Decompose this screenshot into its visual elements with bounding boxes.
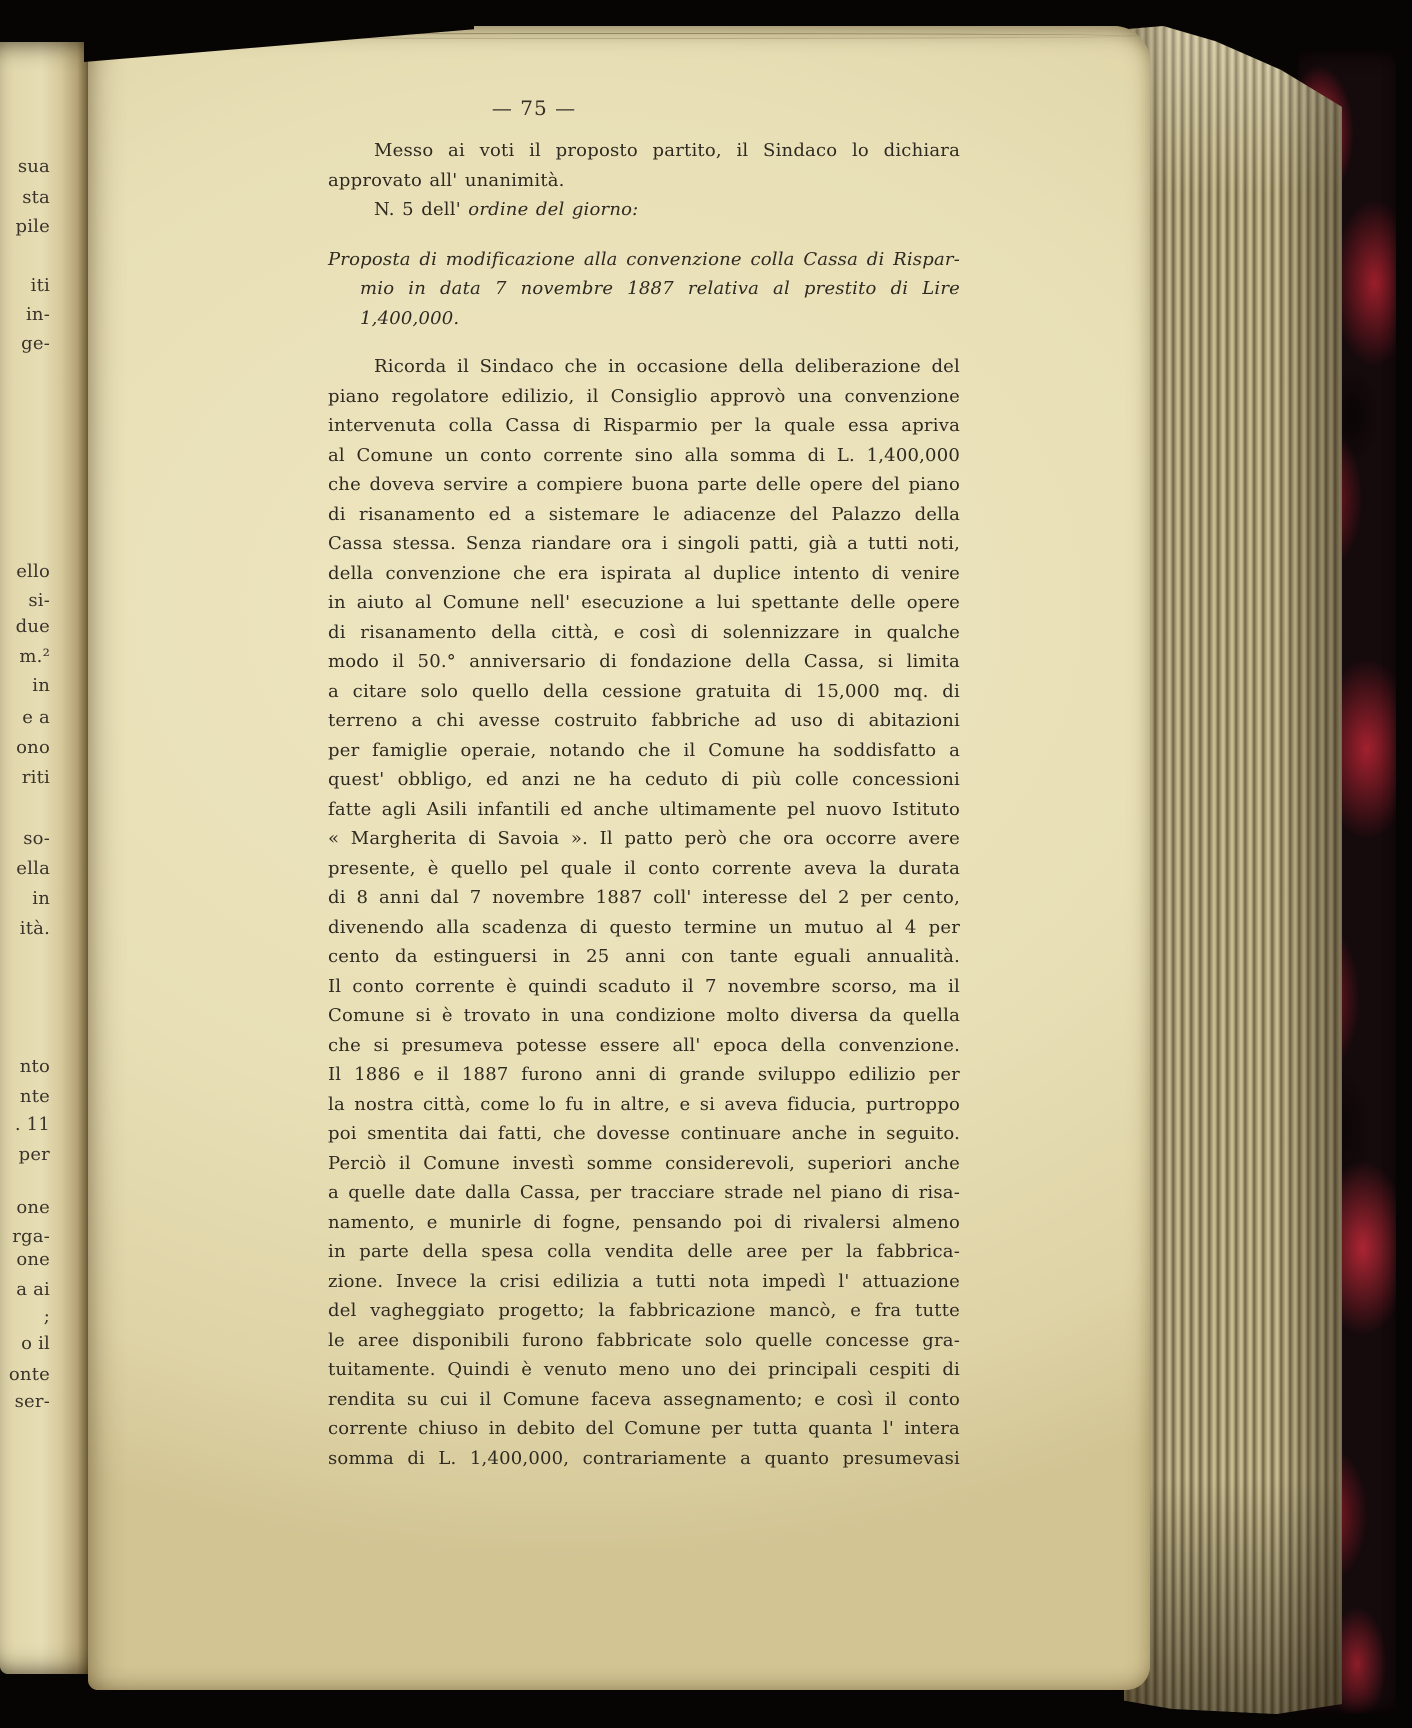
- margin-text-fragment: onte: [8, 1364, 50, 1385]
- margin-text-fragment: . 11: [14, 1114, 50, 1135]
- text-line: della convenzione che era ispirata al duplice intento di venire: [328, 562, 960, 584]
- text-line: fatte agli Asili infantili ed anche ultimamente pel nuovo Istituto: [328, 798, 960, 820]
- margin-text-fragment: in: [32, 675, 50, 696]
- text-line: rendita su cui il Comune faceva assegnamento; e così il conto: [328, 1388, 960, 1410]
- text-line: piano regolatore edilizio, il Consiglio approvò una convenzione: [328, 385, 960, 407]
- margin-text-fragment: o il: [21, 1333, 50, 1354]
- margin-text-fragment: riti: [21, 767, 50, 788]
- text-line: a quelle date dalla Cassa, per tracciare strade nel piano di risa-: [328, 1182, 960, 1203]
- text-line: 1,400,000.: [360, 307, 460, 329]
- text-line: Cassa stessa. Senza riandare ora i singoli patti, già a tutti noti,: [328, 533, 960, 554]
- text-line: Ricorda il Sindaco che in occasione della deliberazione del: [374, 356, 960, 377]
- text-line: le aree disponibili furono fabbricate solo quelle concesse gra-: [328, 1329, 960, 1351]
- text-line: al Comune un conto corrente sino alla somma di L. 1,400,000: [328, 444, 960, 466]
- text-line: poi smentita dai fatti, che dovesse continuare anche in seguito.: [328, 1123, 960, 1144]
- text-line: di risanamento della città, e così di solennizzare in qualche: [328, 621, 960, 643]
- margin-text-fragment: ità.: [19, 918, 50, 939]
- margin-text-fragment: si-: [28, 590, 50, 611]
- text-line: somma di L. 1,400,000, contrariamente a quanto presumevasi: [328, 1447, 960, 1469]
- text-line: in aiuto al Comune nell' esecuzione a lui spettante delle opere: [328, 592, 960, 613]
- text-line: Perciò il Comune investì somme considerevoli, superiori anche: [328, 1152, 960, 1174]
- text-block: [328, 136, 960, 1473]
- margin-text-fragment: iti: [30, 275, 50, 296]
- text-line: a citare solo quello della cessione gratuita di 15,000 mq. di: [328, 680, 960, 702]
- margin-text-fragment: e a: [22, 707, 50, 728]
- margin-text-fragment: ge-: [21, 333, 50, 354]
- text-line: Messo ai voti il proposto partito, il Sindaco lo dichiara: [374, 140, 960, 161]
- text-line: namento, e munirle di fogne, pensando poi di rivalersi almeno: [328, 1211, 960, 1233]
- page-number: — 75 —: [491, 96, 577, 120]
- fore-edge-page-stack: [1124, 26, 1342, 1714]
- margin-text-fragment: a ai: [16, 1279, 50, 1300]
- margin-text-fragment: one: [16, 1249, 50, 1270]
- text-line: la nostra città, come lo fu in altre, e si aveva fiducia, purtroppo: [328, 1093, 960, 1115]
- margin-text-fragment: ello: [16, 561, 50, 582]
- text-line: in parte della spesa colla vendita delle aree per la fabbrica-: [328, 1241, 960, 1262]
- agenda-item-title: ordine del giorno:: [468, 199, 639, 220]
- text-line: di 8 anni dal 7 novembre 1887 coll' interesse del 2 per cento,: [328, 887, 960, 908]
- margin-text-fragment: one: [16, 1197, 50, 1218]
- text-line: mio in data 7 novembre 1887 relativa al prestito di Lire: [360, 278, 960, 299]
- margin-text-fragment: m.²: [19, 646, 50, 667]
- text-line: per famiglie operaie, notando che il Comune ha soddisfatto a: [328, 739, 960, 761]
- text-line: quest' obbligo, ed anzi ne ha ceduto di più colle concessioni: [328, 769, 960, 790]
- margin-text-fragment: per: [18, 1144, 50, 1165]
- margin-text-fragment: in: [32, 888, 50, 909]
- text-line: Proposta di modificazione alla convenzione colla Cassa di Rispar-: [328, 248, 960, 270]
- text-line: divenendo alla scadenza di questo termine un mutuo al 4 per: [328, 916, 960, 938]
- margin-text-fragment: due: [15, 616, 50, 637]
- text-line: che si presumeva potesse essere all' epoca della convenzione.: [328, 1034, 960, 1056]
- margin-text-fragment: pile: [15, 216, 50, 237]
- text-line: che doveva servire a compiere buona parte delle opere del piano: [328, 474, 960, 495]
- text-line: tuitamente. Quindi è venuto meno uno dei principali cespiti di: [328, 1359, 960, 1380]
- text-line: Il conto corrente è quindi scaduto il 7 novembre scorso, ma il: [328, 975, 960, 997]
- margin-text-fragment: ;: [43, 1306, 50, 1327]
- text-line: Il 1886 e il 1887 furono anni di grande sviluppo edilizio per: [328, 1064, 960, 1085]
- text-line: approvato all' unanimità.: [328, 169, 565, 191]
- text-line: cento da estinguersi in 25 anni con tante eguali annualità.: [328, 946, 960, 967]
- text-line: corrente chiuso in debito del Comune per tutta quanta l' intera: [328, 1418, 960, 1439]
- margin-text-fragment: in-: [25, 304, 50, 325]
- text-line: terreno a chi avesse costruito fabbriche ad uso di abitazioni: [328, 710, 960, 731]
- text-line: modo il 50.° anniversario di fondazione della Cassa, si limita: [328, 651, 960, 672]
- margin-text-fragment: ono: [16, 737, 50, 758]
- text-line: zione. Invece la crisi edilizia a tutti nota impedì l' attuazione: [328, 1270, 960, 1292]
- text-line: Comune si è trovato in una condizione molto diversa da quella: [328, 1005, 960, 1026]
- book-page: [88, 26, 1150, 1690]
- text-run: N. 5 dell': [374, 199, 469, 220]
- text-line: del vagheggiato progetto; la fabbricazione mancò, e fra tutte: [328, 1300, 960, 1321]
- text-line: « Margherita di Savoia ». Il patto però che ora occorre avere: [328, 828, 960, 849]
- margin-text-fragment: sta: [22, 187, 50, 208]
- text-line: intervenuta colla Cassa di Risparmio per la quale essa apriva: [328, 415, 960, 436]
- margin-text-fragment: sua: [17, 156, 50, 177]
- margin-text-fragment: nte: [19, 1086, 50, 1107]
- text-line: di risanamento ed a sistemare le adiacenze del Palazzo della: [328, 503, 960, 525]
- margin-text-fragment: so-: [23, 828, 50, 849]
- margin-text-fragment: rga-: [12, 1226, 50, 1247]
- previous-page-edge: [0, 42, 92, 1674]
- margin-text-fragment: nto: [19, 1056, 50, 1077]
- margin-text-fragment: ser-: [14, 1391, 50, 1412]
- margin-text-fragment: ella: [16, 858, 50, 879]
- text-line: [328, 195, 960, 225]
- text-line: presente, è quello pel quale il conto corrente aveva la durata: [328, 857, 960, 879]
